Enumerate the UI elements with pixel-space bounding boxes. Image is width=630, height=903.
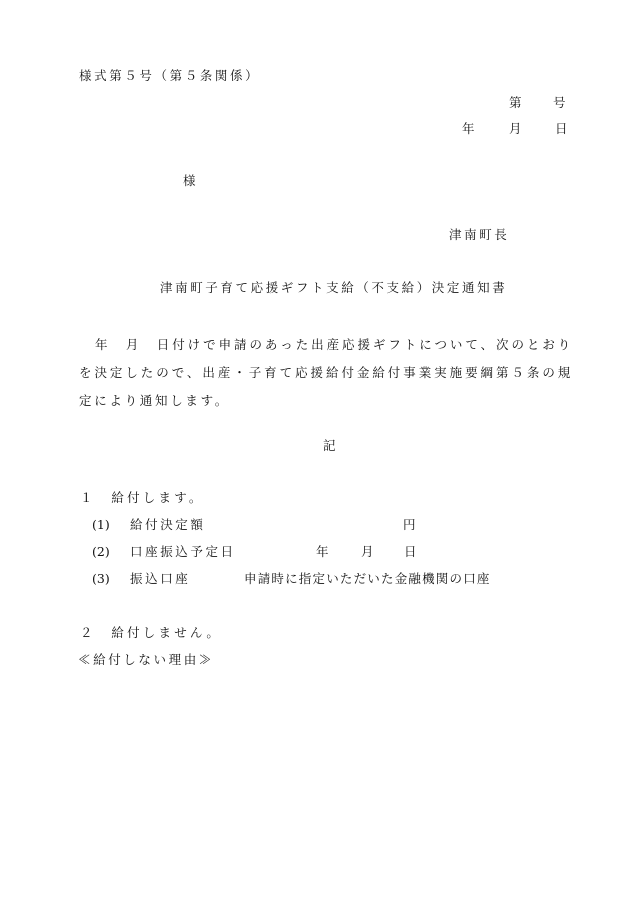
form-label: 様式第５号（第５条関係） bbox=[79, 68, 261, 83]
date-day: 日 bbox=[555, 121, 568, 136]
item1-num: (1) bbox=[92, 517, 110, 532]
section2-reason-label: ≪給付しない理由≫ bbox=[78, 652, 214, 667]
issuer: 津南町長 bbox=[449, 227, 510, 242]
addressee-suffix: 様 bbox=[183, 173, 196, 188]
doc-number-go: 号 bbox=[553, 95, 566, 110]
body-paragraph: 年 月 日付けで申請のあった出産応援ギフトについて、次のとおりを決定したので、出産・子育て応援給付金給付事業実施要綱第５条の規定により通知します。 bbox=[79, 337, 573, 408]
item1-label: 給付決定額 bbox=[130, 517, 206, 532]
item3-label: 振込口座 bbox=[130, 571, 191, 586]
item2-num: (2) bbox=[92, 544, 110, 559]
doc-number-dai: 第 bbox=[509, 95, 522, 110]
item2-label: 口座振込予定日 bbox=[130, 544, 236, 559]
item3-value: 申請時に指定いただいた金融機関の口座 bbox=[244, 571, 491, 586]
ki-label: 記 bbox=[323, 438, 336, 453]
date-month: 月 bbox=[509, 121, 522, 136]
item3-num: (3) bbox=[92, 571, 110, 586]
item1-value: 円 bbox=[403, 517, 416, 532]
item2-value-year: 年 bbox=[316, 544, 329, 559]
document-title: 津南町子育て応援ギフト支給（不支給）決定通知書 bbox=[160, 280, 508, 295]
section2-heading: ２ 給付しません。 bbox=[80, 625, 223, 640]
date-year: 年 bbox=[462, 121, 475, 136]
section1-heading: １ 給付します。 bbox=[80, 490, 205, 505]
item2-value-month: 月 bbox=[361, 544, 374, 559]
item2-value-day: 日 bbox=[404, 544, 417, 559]
